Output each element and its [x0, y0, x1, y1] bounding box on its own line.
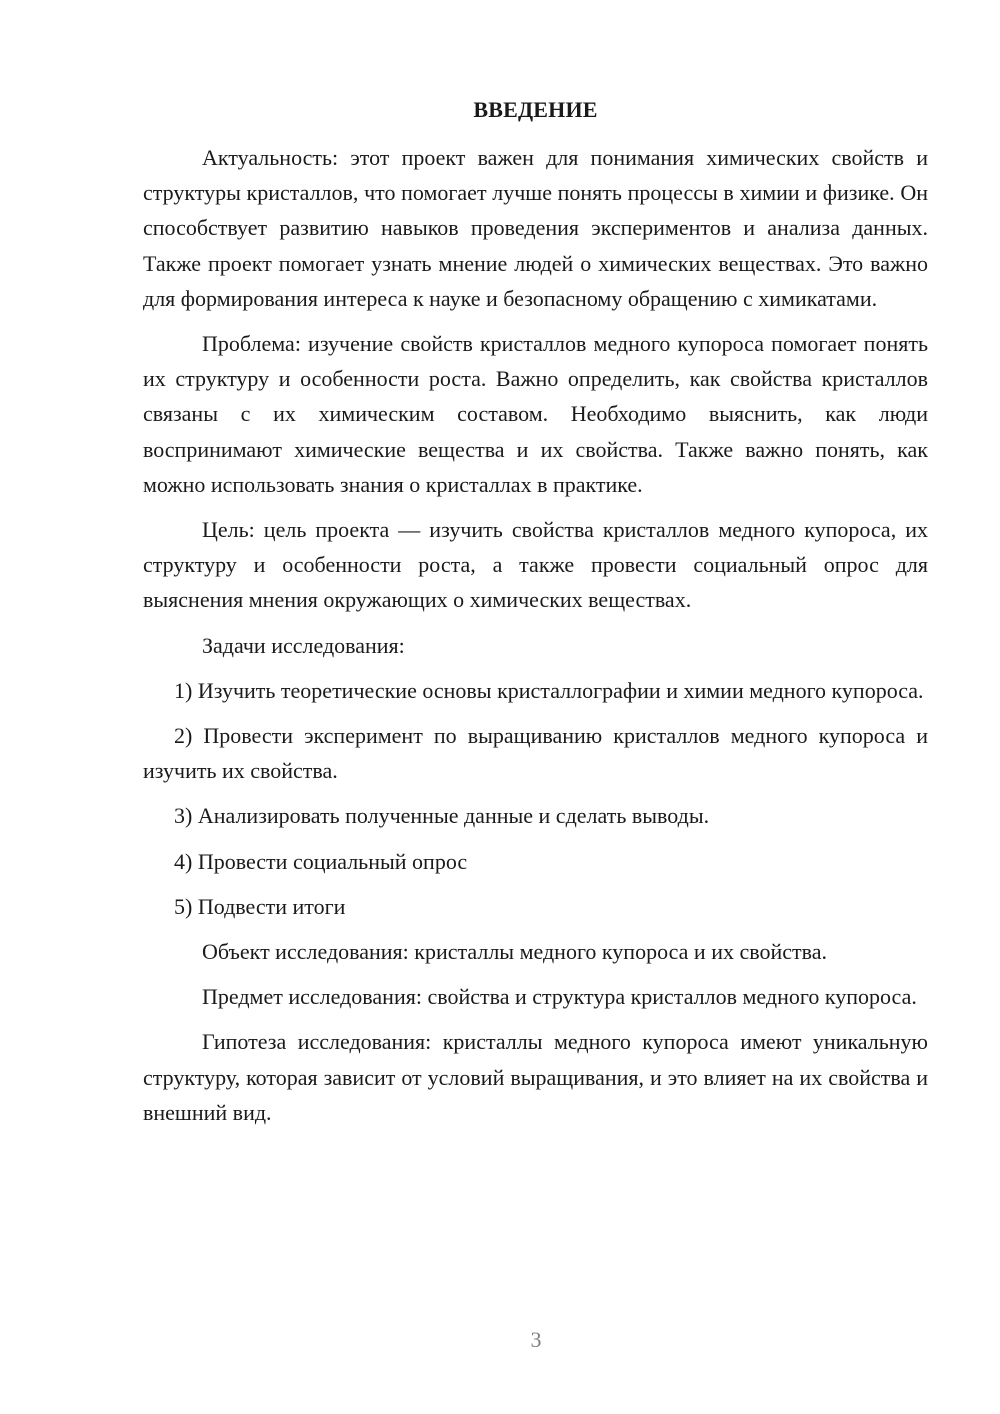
document-page	[143, 92, 928, 1140]
tasks-heading: Задачи исследования:	[202, 632, 405, 658]
subject-paragraph: Предмет исследования: свойства и структура кристаллов медного купороса.	[202, 984, 917, 1010]
hypothesis-paragraph: Гипотеза исследования: кристаллы медного купороса имеют уникальную структуру, которая зависит от условий выращивания, и это влияет на их свойства и внешний вид.	[143, 1029, 928, 1125]
task-item-5: 5) Подвести итоги	[174, 893, 346, 919]
task-item-3: 3) Анализировать полученные данные и сделать выводы.	[174, 803, 710, 829]
object-paragraph: Объект исследования: кристаллы медного купороса и их свойства.	[202, 939, 827, 965]
task-item-4: 4) Провести социальный опрос	[174, 848, 468, 874]
relevance-paragraph: Актуальность: этот проект важен для понимания химических свойств и структуры кристаллов, что помогает лучше понять процессы в химии и физике. Он способствует развитию навыков проведения экспериментов и анализа данных. Также проект помогает узнать мнение людей о химических веществах. Это важно для формирования интереса к науке и безопасному обращению с химикатами.	[143, 145, 928, 311]
page-number: 3	[530, 1327, 542, 1352]
problem-paragraph: Проблема: изучение свойств кристаллов медного купороса помогает понять их структуру и особенности роста. Важно определить, как свойства кристаллов связаны с их химическим составом. Необходимо выяснить, как люди воспринимают химические вещества и их свойства. Также важно понять, как можно использовать знания о кристаллах в практике.	[143, 331, 928, 497]
goal-paragraph: Цель: цель проекта — изучить свойства кристаллов медного купороса, их структуру и особенности роста, а также провести социальный опрос для выяснения мнения окружающих о химических веществах.	[143, 517, 928, 613]
task-item-1: 1) Изучить теоретические основы кристаллографии и химии медного купороса.	[174, 677, 924, 703]
task-item-2: 2) Провести эксперимент по выращиванию кристаллов медного купороса и изучить их свойства.	[143, 723, 928, 784]
section-heading: ВВЕДЕНИЕ	[473, 97, 598, 122]
